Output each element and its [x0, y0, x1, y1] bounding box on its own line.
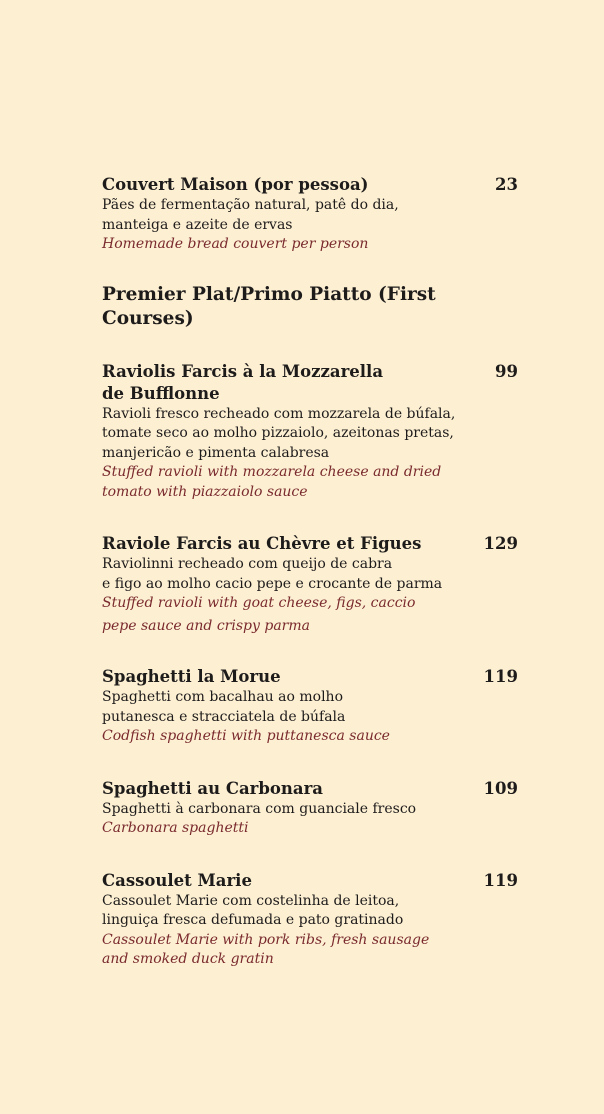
item-header — [102, 361, 518, 405]
menu-item-couvert — [102, 174, 518, 255]
item-price: 23 — [495, 175, 518, 194]
item-desc-en-line: Cassoulet Marie with pork ribs, fresh sausage — [102, 931, 430, 948]
item-desc-en-line: and smoked duck gratin — [102, 951, 274, 967]
item-desc-pt-line: manjericão e pimenta calabresa — [102, 444, 330, 461]
item-desc-en-line: tomato with piazzaiolo sauce — [102, 483, 308, 500]
item-desc-pt-line: Raviolinni recheado com queijo de cabra — [102, 556, 393, 572]
menu-item — [102, 361, 518, 503]
item-price: 99 — [495, 361, 518, 381]
item-desc-en-line: Stuffed ravioli with goat cheese, figs, caccio — [102, 595, 416, 611]
menu-item — [102, 666, 518, 747]
item-desc-pt-line: Spaghetti com bacalhau ao molho — [102, 689, 343, 705]
item-price: 109 — [483, 778, 518, 798]
item-header — [102, 174, 518, 196]
item-desc-pt-line: Cassoulet Marie com costelinha de leitoa, — [102, 892, 400, 909]
item-desc-pt-line: Pães de fermentação natural, patê do dia, — [102, 197, 399, 213]
item-desc-en-line: Stuffed ravioli with mozzarela cheese and dried — [102, 464, 442, 480]
item-name — [102, 361, 383, 405]
item-desc-pt-line: putanesca e stracciatela de búfala — [102, 708, 346, 725]
item-name: Spaghetti la Morue — [102, 667, 281, 686]
menu-item — [102, 533, 518, 636]
item-desc-pt-line: manteiga e azeite de ervas — [102, 216, 293, 233]
item-desc-en-line: Homemade bread couvert per person — [102, 236, 369, 252]
menu-item — [102, 870, 518, 970]
item-header — [102, 666, 518, 688]
item-price: 119 — [483, 667, 518, 686]
menu-item — [102, 778, 518, 839]
item-desc-pt-line: Ravioli fresco recheado com mozzarela de búfala, — [102, 405, 456, 422]
item-name: Couvert Maison (por pessoa) — [102, 175, 369, 194]
section-title: Premier Plat/Primo Piatto (First Courses) — [102, 283, 436, 329]
menu-page — [102, 174, 518, 970]
item-desc-pt-line: e figo ao molho cacio pepe e crocante de parma — [102, 575, 443, 592]
item-desc-pt-line: Spaghetti à carbonara com guanciale fresco — [102, 800, 417, 817]
item-price: 119 — [483, 870, 518, 890]
item-name-line: Raviolis Farcis à la Mozzarella — [102, 361, 384, 381]
item-header — [102, 533, 518, 555]
item-name-line: de Bufflonne — [102, 383, 220, 403]
item-name: Spaghetti au Carbonara — [102, 778, 323, 798]
item-desc-pt-line: linguiça fresca defumada e pato gratinado — [102, 912, 404, 928]
item-desc-en-line: Codfish spaghetti with puttanesca sauce — [102, 728, 390, 744]
item-desc-en-line: pepe sauce and crispy parma — [102, 617, 310, 634]
item-desc-en-line: Carbonara spaghetti — [102, 820, 249, 836]
item-header — [102, 778, 518, 800]
item-header — [102, 870, 518, 892]
item-price: 129 — [483, 534, 518, 553]
item-desc-pt-line: tomate seco ao molho pizzaiolo, azeitonas pretas, — [102, 425, 454, 441]
item-name: Raviole Farcis au Chèvre et Figues — [102, 534, 422, 553]
item-name: Cassoulet Marie — [102, 870, 252, 890]
